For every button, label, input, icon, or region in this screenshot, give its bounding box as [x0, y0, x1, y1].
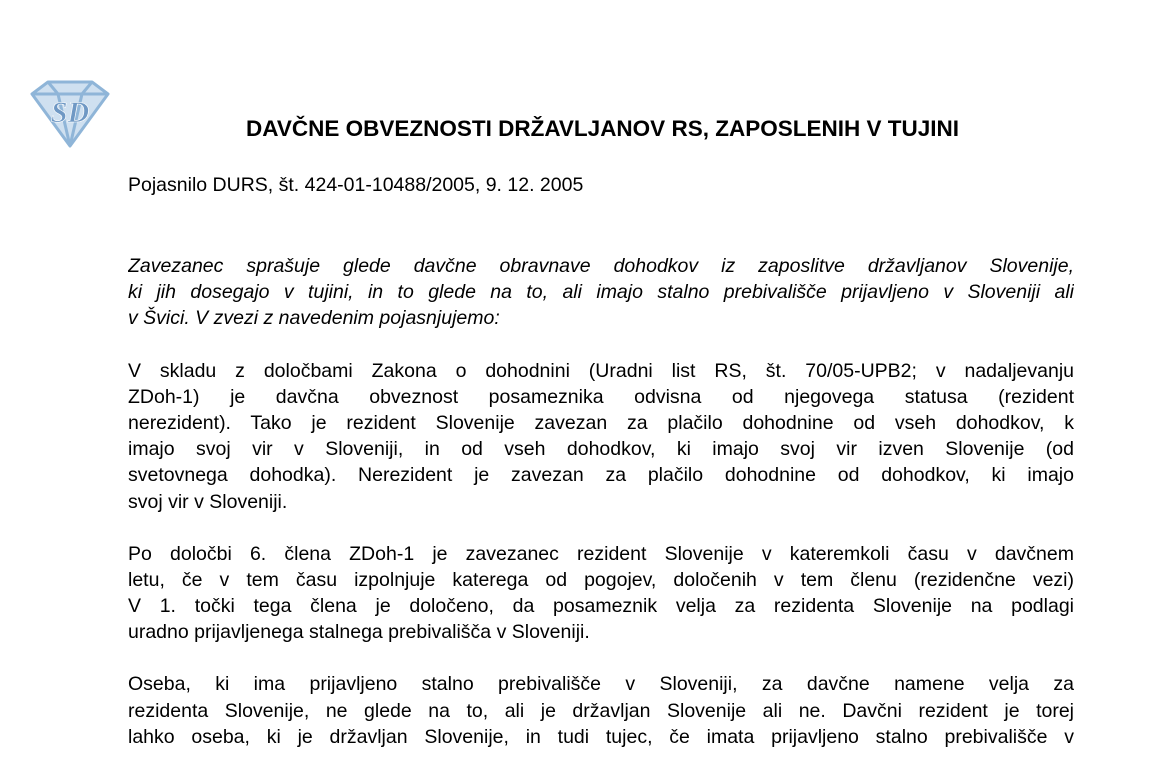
document-subtitle: Pojasnilo DURS, št. 424-01-10488/2005, 9. 12. 2005 — [128, 174, 584, 196]
text-line: rezidenta Slovenije, ne glede na to, ali je državljan Slovenije ali ne. Davčni rezident je torej — [128, 699, 1074, 722]
document-title: DAVČNE OBVEZNOSTI DRŽAVLJANOV RS, ZAPOSLENIH V TUJINI — [246, 116, 959, 141]
text-line: V skladu z določbami Zakona o dohodnini (Uradni list RS, št. 70/05-UPB2; v nadaljevanju — [128, 359, 1074, 382]
text-line: V 1. točki tega člena je določeno, da posameznik velja za rezidenta Slovenije na podlagi — [128, 595, 1074, 618]
text-line: lahko oseba, ki je državljan Slovenije, in tudi tujec, če imata prijavljeno stalno prebivališče v — [128, 725, 1074, 748]
text-line: svoj vir v Sloveniji. — [128, 490, 288, 513]
text-line: letu, če v tem času izpolnjuje katerega od pogojev, določenih v tem členu (rezidenčne vezi) — [128, 568, 1074, 591]
logo-text: SD — [50, 96, 90, 129]
paragraph-intro — [128, 253, 1074, 332]
text-line: Po določbi 6. člena ZDoh-1 je zavezanec rezident Slovenije v kateremkoli času v davčnem — [128, 542, 1074, 565]
text-line: imajo svoj vir v Sloveniji, in od vseh dohodkov, ki imajo svoj vir izven Slovenije (od — [128, 438, 1074, 461]
text-line: nerezident). Tako je rezident Slovenije zavezan za plačilo dohodnine od vseh dohodkov, k — [128, 411, 1074, 434]
text-line: v Švici. V zvezi z navedenim pojasnjujemo: — [128, 307, 500, 330]
text-line: Oseba, ki ima prijavljeno stalno prebivališče v Sloveniji, za davčne namene velja za — [128, 673, 1074, 696]
text-line: Zavezanec sprašuje glede davčne obravnave dohodkov iz zaposlitve državljanov Slovenije, — [128, 255, 1074, 277]
document-body — [128, 253, 1074, 776]
text-line: ki jih dosegajo v tujini, in to glede na to, ali imajo stalno prebivališče prijavljeno v Sloveniji ali — [128, 281, 1074, 304]
text-line: uradno prijavljenega stalnega prebivališča v Sloveniji. — [128, 621, 590, 644]
text-line: svetovnega dohodka). Nerezident je zavezan za plačilo dohodnine od dohodkov, ki imajo — [128, 464, 1074, 487]
text-line: ZDoh-1) je davčna obveznost posameznika odvisna od njegovega statusa (rezident — [128, 385, 1074, 408]
paragraph-zdoh — [128, 358, 1074, 515]
paragraph-oseba — [128, 671, 1074, 750]
paragraph-clen-6 — [128, 541, 1074, 646]
